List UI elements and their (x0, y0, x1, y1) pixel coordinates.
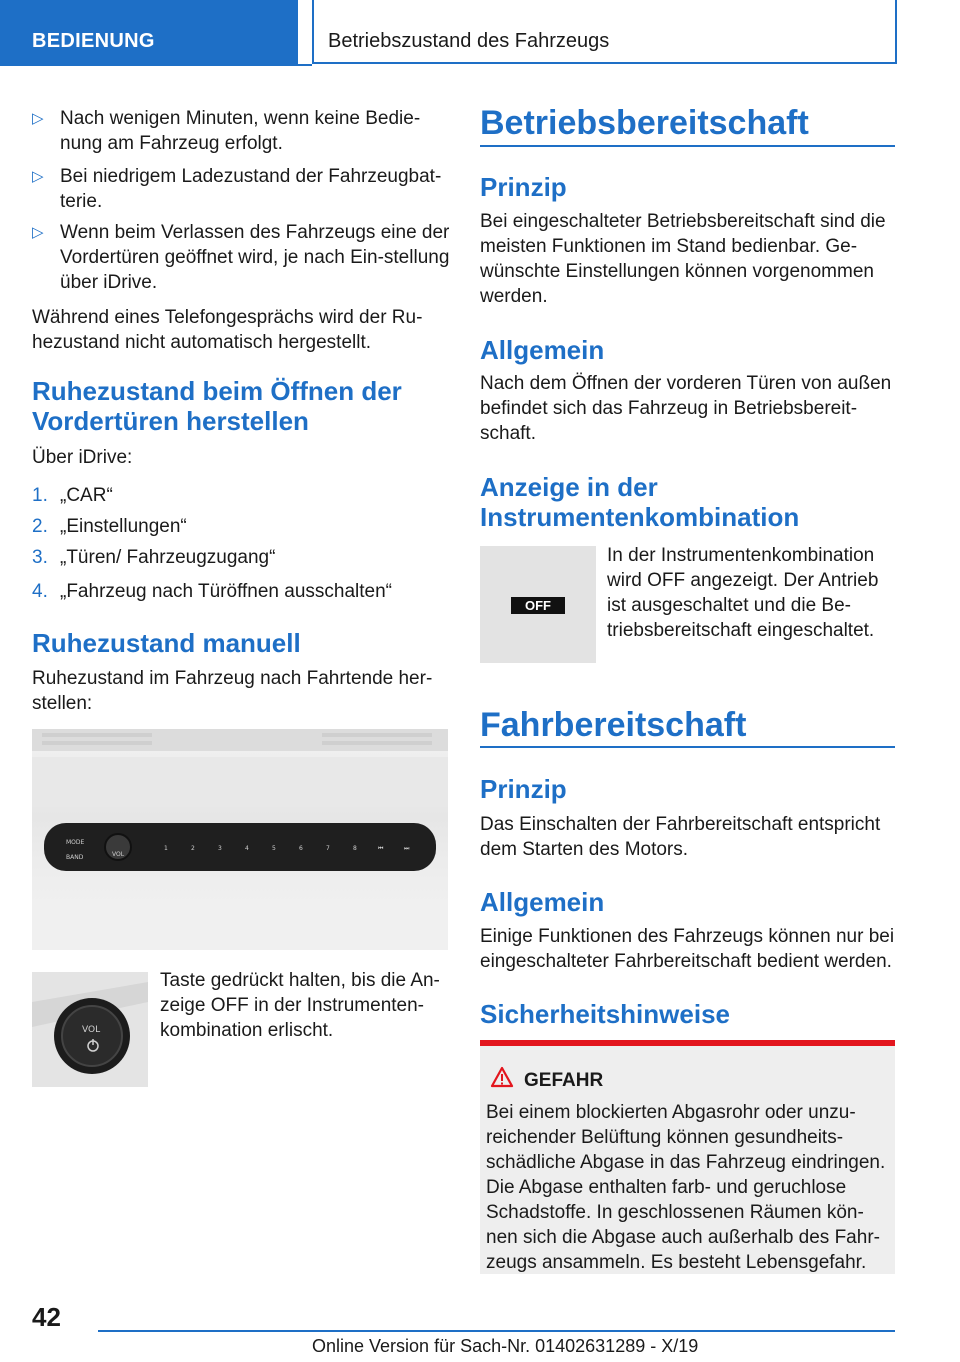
step-number: 1. (32, 485, 48, 506)
step-text: „Einstellungen“ (60, 516, 187, 537)
preset-label: 7 (326, 845, 330, 852)
step-number: 3. (32, 547, 48, 568)
footer-rule (98, 1330, 895, 1332)
paragraph: Über iDrive: (32, 447, 133, 468)
heading-sicherheitshinweise: Sicherheitshinweise (480, 999, 730, 1029)
bullet-text: Nach wenigen Minuten, wenn keine Bedie-nung am Fahrzeug erfolgt. (60, 108, 421, 154)
paragraph: Bei eingeschalteter Betriebsbereitschaft sind die meisten Funktionen im Stand bedienbar. Ge-wünschte Einstellungen können vorgenommen werden. (480, 211, 886, 307)
paragraph: Taste gedrückt halten, bis die An-zeige OFF in der Instrumenten-kombination erlischt. (160, 970, 440, 1041)
heading-anzeige: Anzeige in der Instrumentenkombination (480, 472, 800, 532)
mode-label: MODE (66, 839, 85, 846)
band-label: BAND (66, 854, 84, 861)
warning-bar (480, 1040, 895, 1046)
header-divider (0, 64, 312, 66)
heading-fahrbereitschaft: Fahrbereitschaft (480, 706, 747, 744)
vol-knob-illustration (32, 972, 148, 1087)
preset-label: 8 (353, 845, 357, 852)
preset-label: 4 (245, 845, 249, 852)
svg-text:⏮: ⏮ (378, 845, 384, 852)
heading-allgemein: Allgemein (480, 887, 605, 917)
paragraph: Ruhezustand im Fahrzeug nach Fahrtende her-stellen: (32, 668, 433, 714)
off-badge: OFF (511, 597, 565, 614)
vol-knob-image (32, 972, 148, 1087)
paragraph: In der Instrumentenkombination wird OFF angezeigt. Der Antrieb ist ausgeschaltet und die Be-triebsbereitschaft eingeschaltet. (607, 545, 879, 641)
heading-allgemein: Allgemein (480, 335, 605, 365)
warning-triangle-icon (490, 1066, 514, 1088)
center-console-image (32, 729, 448, 950)
step-text: „CAR“ (60, 485, 113, 506)
section-tab (0, 0, 298, 64)
heading-ruhezustand-manuell: Ruhezustand manuell (32, 628, 301, 658)
console-illustration (32, 729, 448, 950)
section-label: BEDIENUNG (32, 30, 155, 52)
bullet-text: Bei niedrigem Ladezustand der Fahrzeugbat-terie. (60, 166, 442, 212)
paragraph: Das Einschalten der Fahrbereitschaft entspricht dem Starten des Motors. (480, 814, 881, 860)
page-number: 42 (32, 1302, 61, 1332)
step-number: 4. (32, 581, 48, 602)
bullet-text: Wenn beim Verlassen des Fahrzeugs eine der Vordertüren geöffnet wird, je nach Ein-stellung über iDrive. (60, 222, 450, 293)
paragraph: Einige Funktionen des Fahrzeugs können nur bei eingeschalteter Fahrbereitschaft bedient werden. (480, 926, 895, 972)
preset-label: 1 (164, 845, 168, 852)
heading-rule (480, 145, 895, 147)
paragraph: Nach dem Öffnen der vorderen Türen von außen befindet sich das Fahrzeug in Betriebsbereit-schaft. (480, 373, 892, 444)
off-display-image (480, 546, 596, 663)
step-number: 2. (32, 516, 48, 537)
chapter-title-box (312, 0, 897, 64)
paragraph: Während eines Telefongesprächs wird der Ru-hezustand nicht automatisch hergestellt. (32, 307, 423, 353)
preset-label: 5 (272, 845, 276, 852)
preset-label: 6 (299, 845, 303, 852)
warning-text: Bei einem blockierten Abgasrohr oder unzu-reichender Belüftung können gesundheits-schädliche Abgase in das Fahrzeug eindringen. Die Abgase enthalten farb- und geruchlose Schadstoffe. In geschlossenen Räumen kön-nen sich die Abgase auch außerhalb des Fahr-zeugs ansammeln. Es besteht Lebensgefahr. (486, 1102, 886, 1273)
heading-ruhezustand-oeffnen: Ruhezustand beim Öffnen der Vordertüren herstellen (32, 376, 402, 436)
svg-text:⏭: ⏭ (404, 845, 410, 852)
heading-prinzip: Prinzip (480, 774, 567, 804)
heading-prinzip: Prinzip (480, 172, 567, 202)
knob-vol-label: VOL (82, 1025, 101, 1035)
warning-title: GEFAHR (524, 1070, 604, 1091)
step-text: „Türen/ Fahrzeugzugang“ (60, 547, 276, 568)
heading-betriebsbereitschaft: Betriebsbereitschaft (480, 104, 809, 142)
preset-label: 3 (218, 845, 222, 852)
chapter-title: Betriebszustand des Fahrzeugs (328, 30, 610, 52)
danger-warning-box (480, 1040, 895, 1274)
online-version-text: Online Version für Sach-Nr. 01402631289 - X/19 (312, 1336, 699, 1356)
vol-label: VOL (112, 851, 125, 858)
triangle-bullet-icon: ▷ (32, 224, 44, 241)
heading-rule (480, 746, 895, 748)
triangle-bullet-icon: ▷ (32, 168, 44, 185)
triangle-bullet-icon: ▷ (32, 110, 44, 127)
preset-label: 2 (191, 845, 195, 852)
step-text: „Fahrzeug nach Türöffnen ausschalten“ (60, 581, 392, 602)
